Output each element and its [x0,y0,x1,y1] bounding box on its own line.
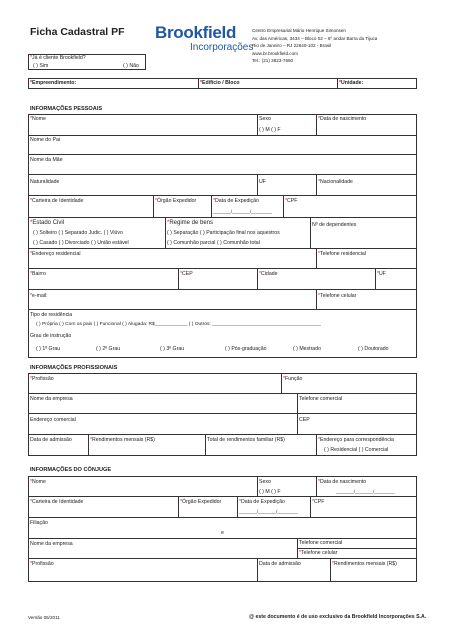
spouse-empresa-field[interactable]: Nome da empresa [30,541,73,547]
spouse-filiacao-and: e [221,530,224,536]
endereco-field[interactable]: *Endereço residencial [30,251,81,257]
bairro-field[interactable]: *Bairro [30,271,46,277]
uf-field[interactable]: UF [259,179,266,185]
sexo-options[interactable]: ( ) M ( ) F [259,127,281,133]
orgao-field[interactable]: *Órgão Expedidor [155,198,197,204]
unidade-field[interactable]: *Unidade: [339,80,364,86]
carteira-field[interactable]: *Carteira de Identidade [30,198,84,204]
nacionalidade-field[interactable]: *Nacionalidade [318,179,353,185]
spouse-sexo-options[interactable]: ( ) M ( ) F [259,489,281,495]
spouse-sexo-label: Sexo [259,479,271,485]
empreendimento-field[interactable]: *Empreendimento: [30,80,77,86]
professional-section-heading: INFORMAÇÕES PROFISSIONAIS [30,365,118,371]
dependentes-field[interactable]: Nº de dependentes [312,222,357,228]
estado-civil-label: *Estado Civil [30,220,65,226]
spouse-tel-cel-field[interactable]: *Telefone celular [299,550,338,556]
exclusive-use-notice: @ este documento é de uso exclusivo da Brookfield Incorporações S.A. [249,614,427,620]
expedicao-date-blank[interactable]: _______/_______/________ [213,209,272,214]
spouse-cpf-field[interactable]: *CPF [312,499,325,505]
uf2-field[interactable]: *UF [377,271,386,277]
profissao-field[interactable]: *Profissão [30,376,54,382]
spouse-expedicao-blank[interactable]: _______/_______/________ [239,509,298,514]
brookfield-logo-sub: Incorporações [190,42,254,53]
spouse-carteira-field[interactable]: *Carteira de Identidade [30,499,84,505]
corresp-options[interactable]: ( ) Residencial ( ) Comercial [324,447,389,453]
cep-com-field[interactable]: CEP [299,417,310,423]
end-com-field[interactable]: Endereço comercial [30,417,76,423]
grau-5-option[interactable]: ( ) Mestrado [293,346,321,352]
estado-civil-options-1[interactable]: ( ) Solteiro ( ) Separado Judic. ( ) Viúvo [33,230,123,236]
spouse-filiacao-field[interactable]: Filiação [30,520,48,526]
client-no-checkbox[interactable]: ( ) Não [123,63,139,69]
estado-civil-options-2[interactable]: ( ) Casado ( ) Divorciado ( ) União estável [33,240,129,246]
personal-section-heading: INFORMAÇÕES PESSOAIS [30,106,103,112]
spouse-rend-field[interactable]: *Rendimentos mensais (R$) [332,561,397,567]
company-address: Centro Empresarial Mário Henrique Simonsen Av. das Américas, 3434 – Bloco 02 – 6º andar Barra da Tijuca Rio de Janeiro – RJ 22640-102 - Brasil www.br.brookfield.com Tel.: (21) 3823-7650 [252,28,378,63]
mae-field[interactable]: Nome da Mãe [30,157,63,163]
email-field[interactable]: *e-mail: [30,293,48,299]
spouse-profissao-field[interactable]: *Profissão [30,561,54,567]
client-yes-checkbox[interactable]: ( ) Sim [33,63,49,69]
tel-cel-field[interactable]: *Telefone celular [318,293,357,299]
brookfield-logo: Brookfield [155,23,237,42]
form-title: Ficha Cadastral PF [30,26,125,38]
total-rend-field[interactable]: Total de rendimentos familiar (R$) [207,437,285,443]
naturalidade-field[interactable]: Naturalidade [30,179,60,185]
grau-1-option[interactable]: ( ) 1º Grau [36,346,61,352]
spouse-admissao-field[interactable]: Data de admissão [259,561,301,567]
admissao-field[interactable]: Data de admissão [30,437,72,443]
spouse-nascimento-field[interactable]: *Data de nascimento [318,479,367,485]
regime-options-1[interactable]: ( ) Separação ( ) Participação final nos aquestros [167,230,280,236]
cep-field[interactable]: *CEP [180,271,193,277]
empresa-field[interactable]: Nome da empresa [30,396,73,402]
spouse-expedicao-field[interactable]: *Data de Expedição [239,499,285,505]
tipo-residencia-options[interactable]: ( ) Própria ( ) Com os pais ( ) Funcional ( ) Alugada: R$____________ ( ) Outros: ________________________________________ [36,322,321,327]
tel-res-field[interactable]: *Telefone residencial [318,251,366,257]
tel-com-field[interactable]: Telefone comercial [299,396,343,402]
spouse-orgao-field[interactable]: *Órgão Expedidor [180,499,222,505]
grau-2-option[interactable]: ( ) 2º Grau [96,346,121,352]
grau-label: Grau de instrução [30,333,72,339]
spouse-tel-com-field[interactable]: Telefone comercial [299,540,343,546]
grau-4-option[interactable]: ( ) Pós-graduação [225,346,267,352]
regime-label: *Regime de bens [167,220,214,226]
regime-options-2[interactable]: ( ) Comunhão parcial ( ) Comunhão total [167,240,260,246]
spouse-section-heading: INFORMAÇÕES DO CÔNJUGE [30,467,112,473]
sexo-label: Sexo [259,116,271,122]
corresp-label: *Endereço para correspondência [318,437,394,443]
nascimento-field[interactable]: *Data de nascimento [318,116,367,122]
version-label: Versão 05/2011 [28,615,60,620]
grau-3-option[interactable]: ( ) 3º Grau [160,346,185,352]
tipo-residencia-label: Tipo de residência [30,312,73,318]
spouse-nome-field[interactable]: *Nome [30,479,46,485]
client-question-label: *Já é cliente Brookfield? [30,55,86,61]
grau-6-option[interactable]: ( ) Doutorado [358,346,389,352]
professional-table [28,373,417,456]
pai-field[interactable]: Nome do Pai [30,137,60,143]
rend-field[interactable]: *Rendimentos mensais (R$) [90,437,155,443]
cpf-field[interactable]: *CPF [285,198,298,204]
edificio-field[interactable]: *Edifício / Bloco [200,80,240,86]
funcao-field[interactable]: *Função [283,376,303,382]
expedicao-field[interactable]: *Data de Expedição [213,198,259,204]
cidade-field[interactable]: *Cidade [259,271,278,277]
nome-field[interactable]: *Nome [30,116,46,122]
spouse-nascimento-blank[interactable]: _______/_______/________ [336,489,395,494]
